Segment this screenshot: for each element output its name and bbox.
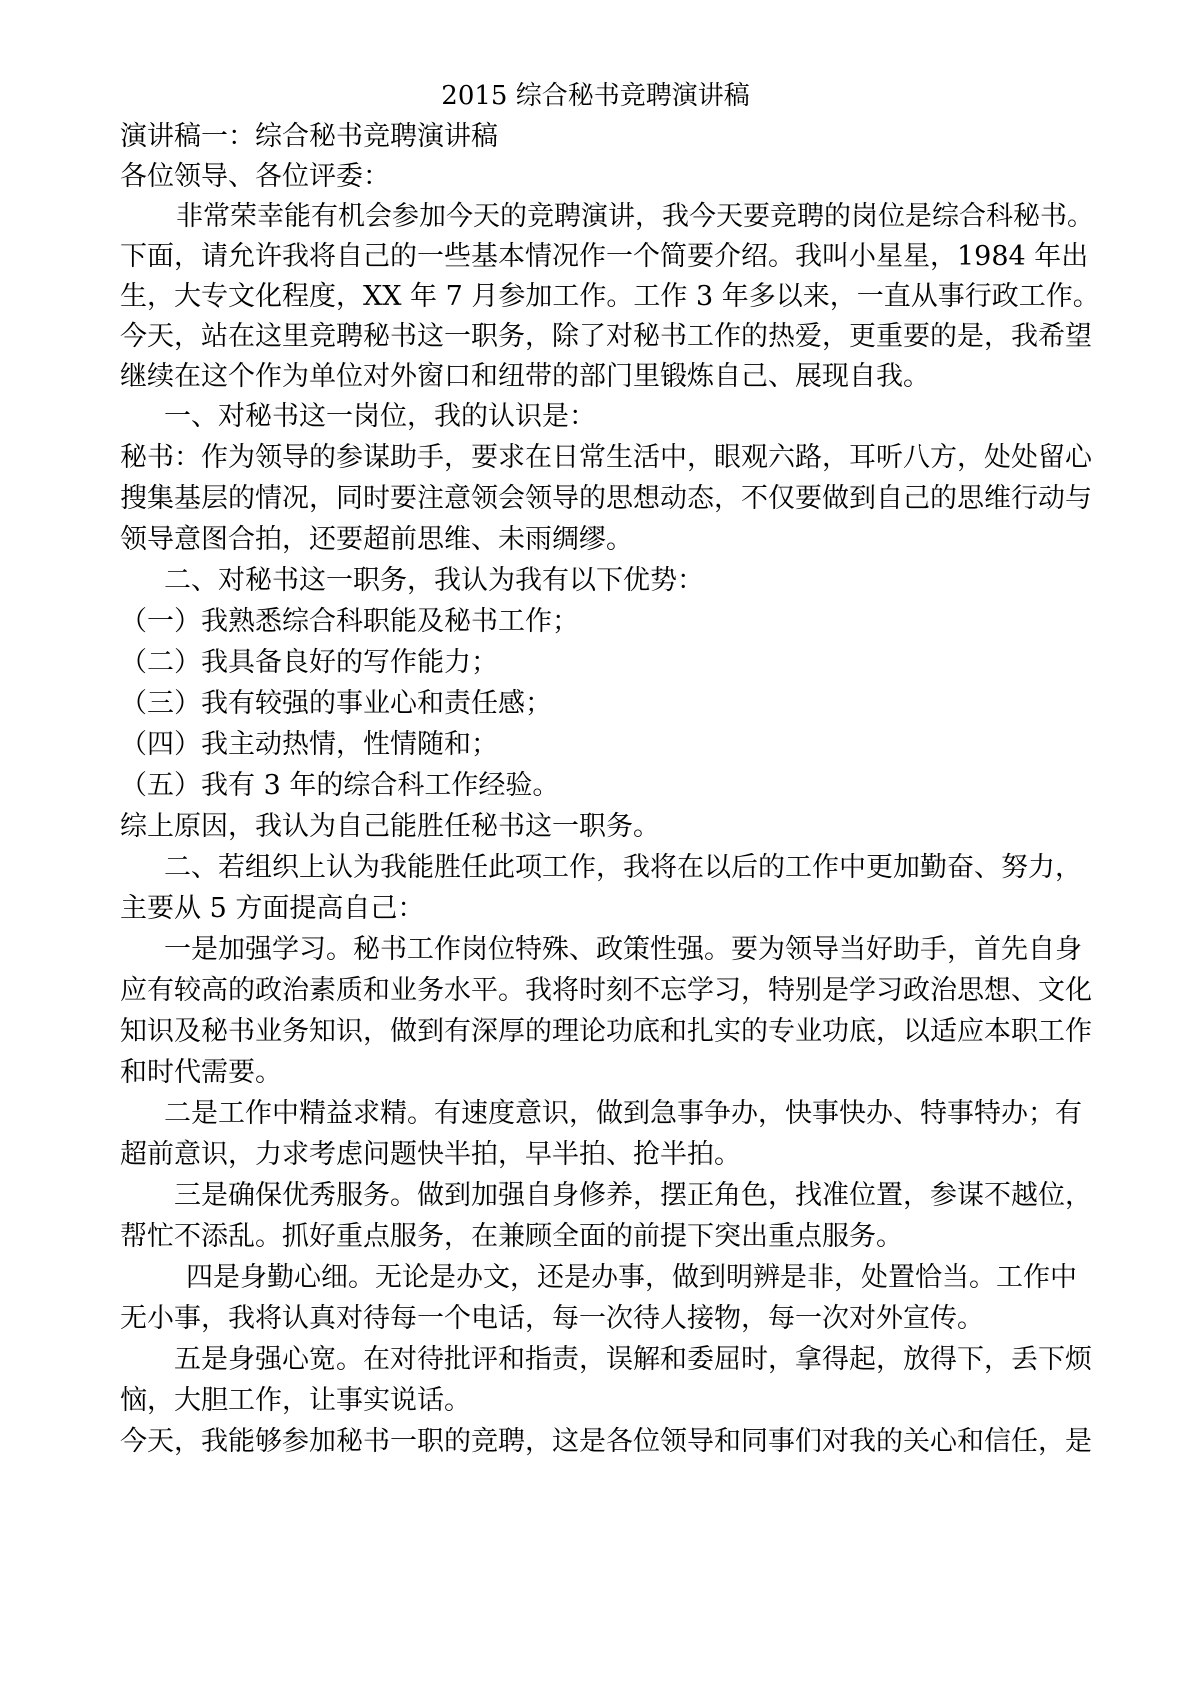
paragraph-line: 五是身强心宽。在对待批评和指责，误解和委屈时，拿得起，放得下，丢下烦 xyxy=(174,1344,1092,1375)
paragraph-line: 一是加强学习。秘书工作岗位特殊、政策性强。要为领导当好助手，首先自身 xyxy=(164,934,1082,965)
list-item: （四）我主动热情，性情随和； xyxy=(120,729,498,760)
paragraph-line: 超前意识，力求考虑问题快半拍，早半拍、抢半拍。 xyxy=(120,1139,741,1170)
paragraph-line: 四是身勤心细。无论是办文，还是办事，做到明辨是非，处置恰当。工作中 xyxy=(186,1262,1077,1293)
section-heading: 一、对秘书这一岗位，我的认识是： xyxy=(164,401,596,432)
paragraph-line: 下面，请允许我将自己的一些基本情况作一个简要介绍。我叫小星星，1984 年出 xyxy=(120,241,1089,272)
paragraph-line: 三是确保优秀服务。做到加强自身修养，摆正角色，找准位置，参谋不越位， xyxy=(174,1180,1092,1211)
list-item: （二）我具备良好的写作能力； xyxy=(120,647,498,678)
paragraph-line: 无小事，我将认真对待每一个电话，每一次待人接物，每一次对外宣传。 xyxy=(120,1303,984,1334)
subtitle-line: 演讲稿一：综合秘书竞聘演讲稿 xyxy=(120,121,498,152)
paragraph-line: 搜集基层的情况，同时要注意领会领导的思想动态，不仅要做到自己的思维行动与 xyxy=(120,483,1092,514)
list-item: （五）我有 3 年的综合科工作经验。 xyxy=(120,770,560,801)
paragraph-line: 秘书：作为领导的参谋助手，要求在日常生活中，眼观六路，耳听八方，处处留心 xyxy=(120,442,1092,473)
paragraph-line: 今天，站在这里竞聘秘书这一职务，除了对秘书工作的热爱，更重要的是，我希望 xyxy=(120,321,1092,352)
paragraph-line: 主要从 5 方面提高自己： xyxy=(120,893,425,924)
paragraph-line: 和时代需要。 xyxy=(120,1057,282,1088)
paragraph-line: 非常荣幸能有机会参加今天的竞聘演讲，我今天要竞聘的岗位是综合科秘书。 xyxy=(176,201,1094,232)
paragraph-line: 综上原因，我认为自己能胜任秘书这一职务。 xyxy=(120,811,660,842)
paragraph-line: 今天，我能够参加秘书一职的竞聘，这是各位领导和同事们对我的关心和信任，是 xyxy=(120,1426,1092,1457)
paragraph-line: 恼，大胆工作，让事实说话。 xyxy=(120,1385,471,1416)
section-heading: 二、若组织上认为我能胜任此项工作，我将在以后的工作中更加勤奋、努力， xyxy=(164,852,1082,883)
paragraph-line: 知识及秘书业务知识，做到有深厚的理论功底和扎实的专业功底，以适应本职工作 xyxy=(120,1016,1092,1047)
list-item: （一）我熟悉综合科职能及秘书工作； xyxy=(120,606,579,637)
document-title: 2015 综合秘书竞聘演讲稿 xyxy=(441,81,750,111)
paragraph-line: 应有较高的政治素质和业务水平。我将时刻不忘学习，特别是学习政治思想、文化 xyxy=(120,975,1092,1006)
paragraph-line: 继续在这个作为单位对外窗口和纽带的部门里锻炼自己、展现自我。 xyxy=(120,361,930,392)
paragraph-line: 领导意图合拍，还要超前思维、未雨绸缪。 xyxy=(120,524,633,555)
salutation-line: 各位领导、各位评委： xyxy=(120,161,390,192)
paragraph-line: 帮忙不添乱。抓好重点服务，在兼顾全面的前提下突出重点服务。 xyxy=(120,1221,903,1252)
paragraph-line: 二是工作中精益求精。有速度意识，做到急事争办，快事快办、特事特办；有 xyxy=(164,1098,1082,1129)
paragraph-line: 生，大专文化程度，XX 年 7 月参加工作。工作 3 年多以来，一直从事行政工作。 xyxy=(120,281,1100,312)
list-item: （三）我有较强的事业心和责任感； xyxy=(120,688,552,719)
section-heading: 二、对秘书这一职务，我认为我有以下优势： xyxy=(164,565,704,596)
